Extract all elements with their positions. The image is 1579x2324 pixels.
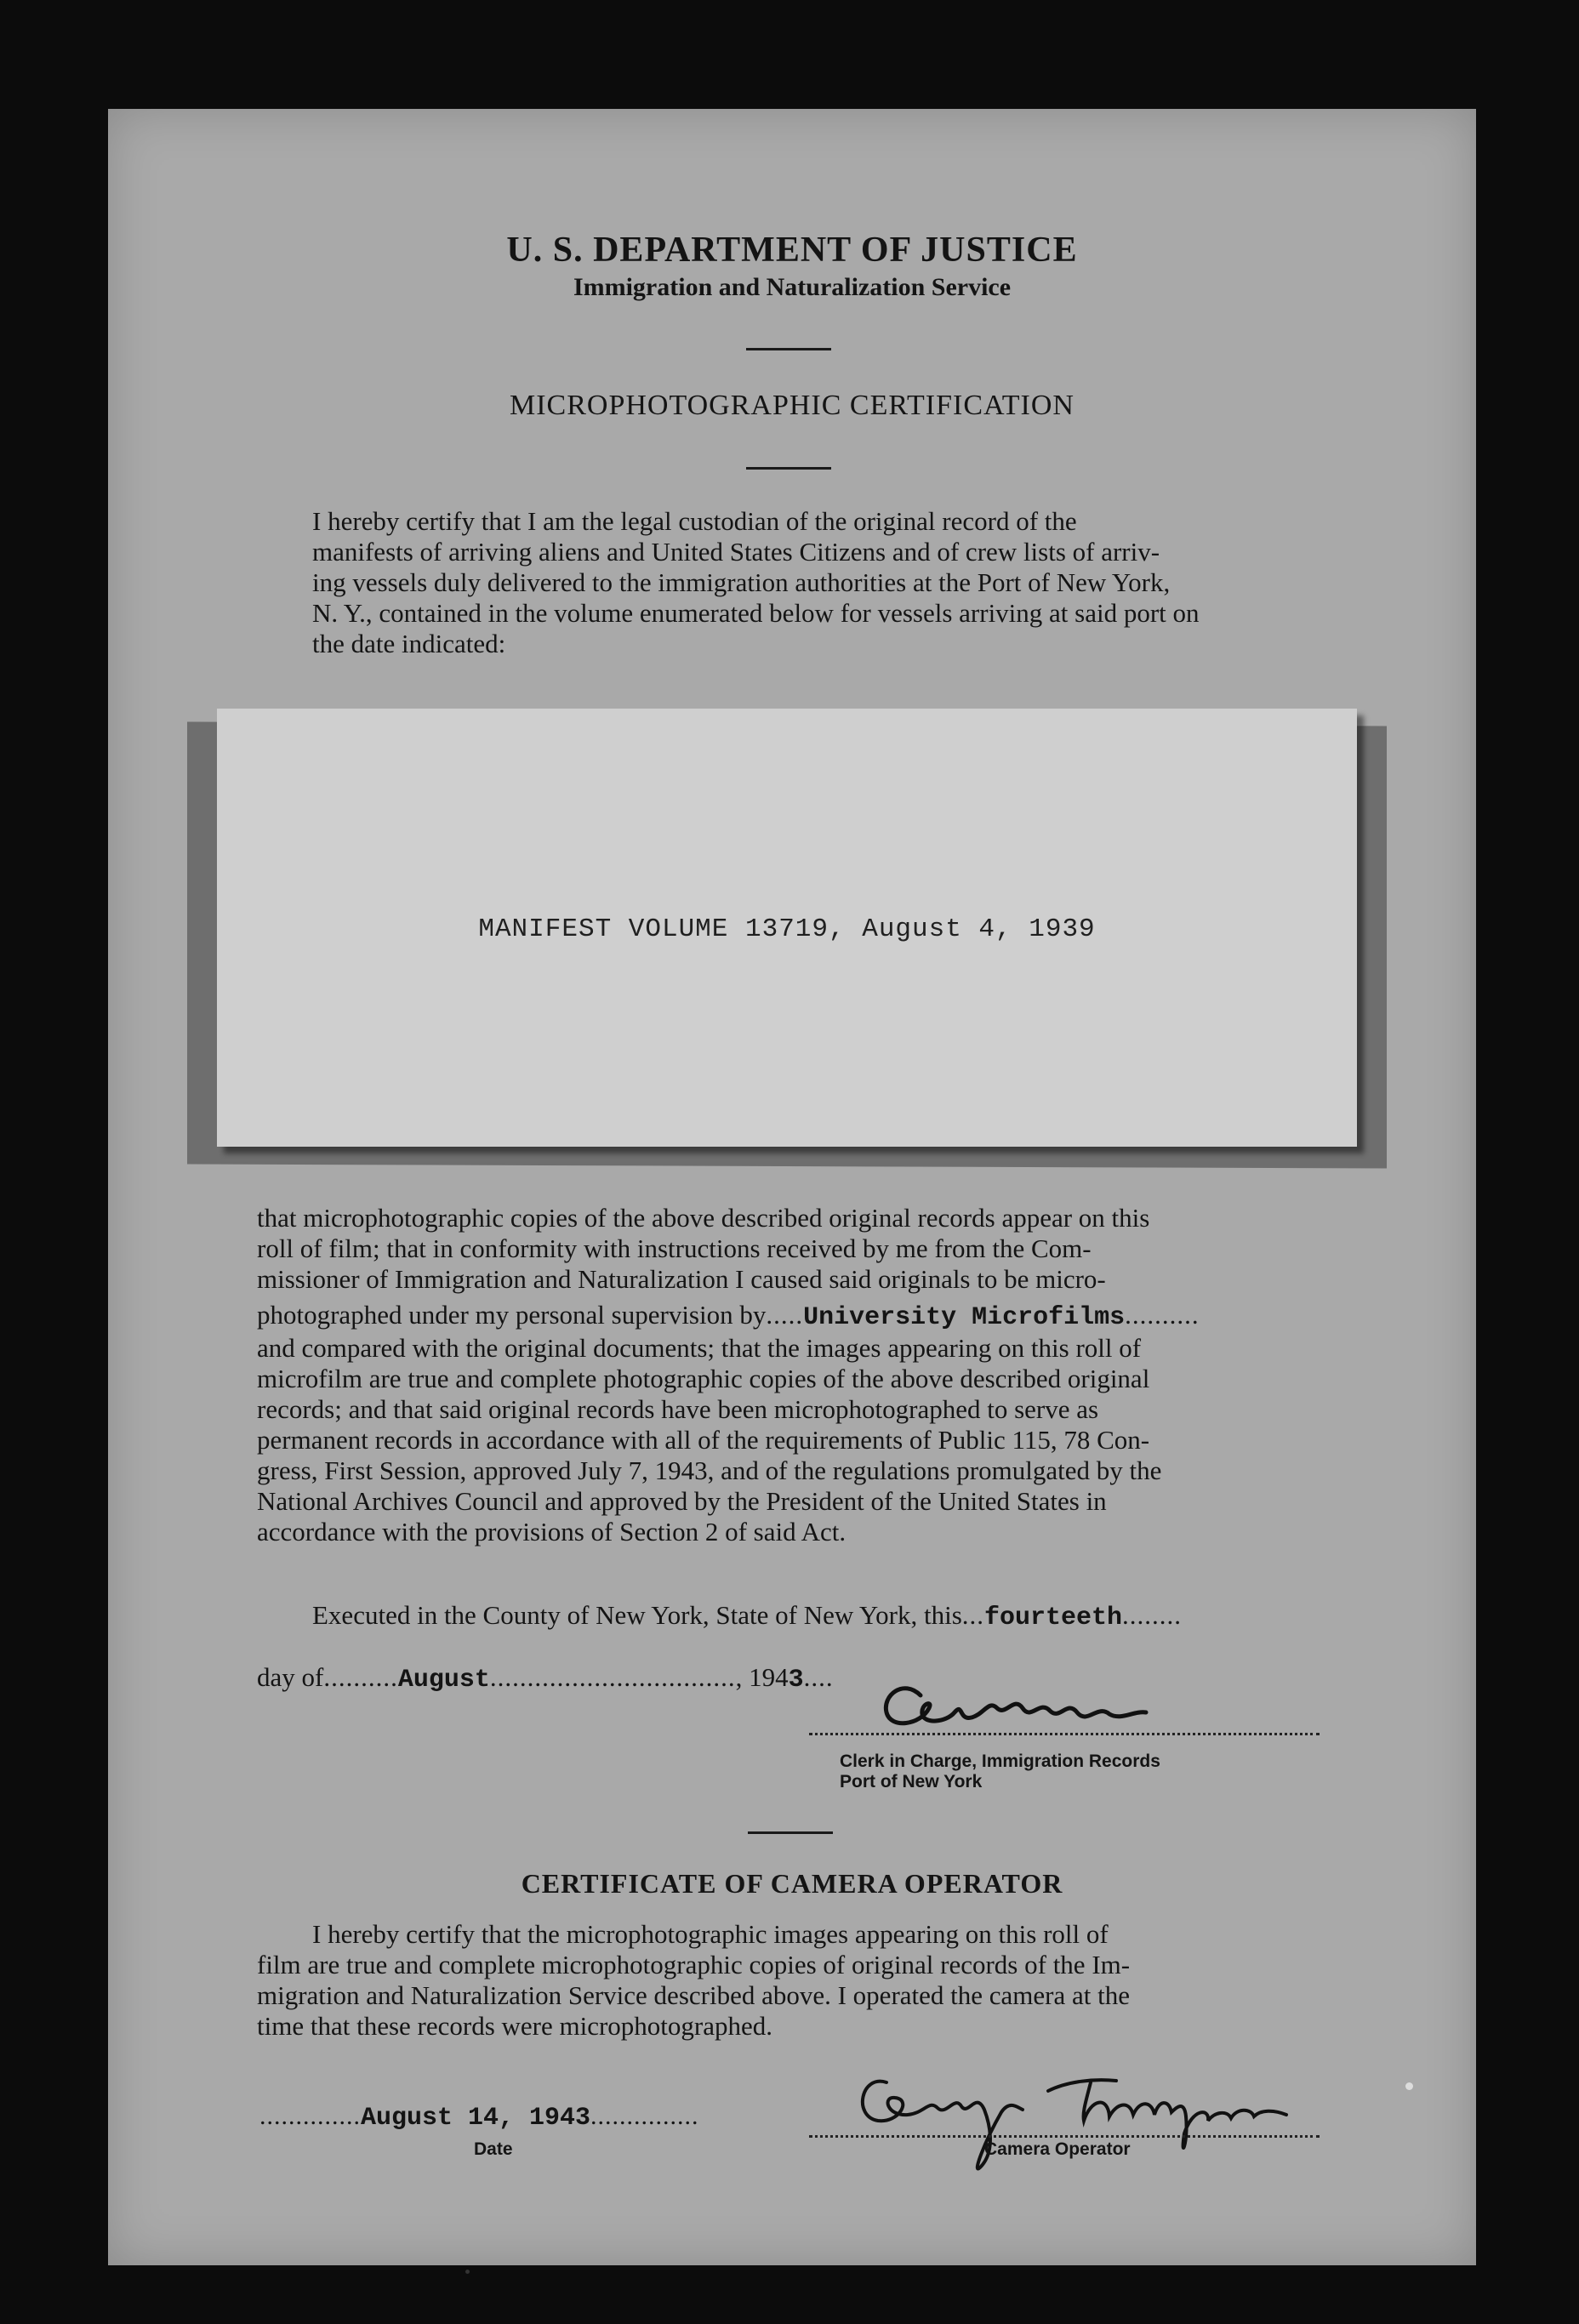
- camera-line: I hereby certify that the microphotographic images appearing on this roll of: [312, 1919, 1109, 1949]
- month-value: August: [397, 1666, 490, 1695]
- divider-rule: [746, 348, 831, 350]
- intro-paragraph: [257, 506, 1329, 659]
- body-line: and compared with the original documents; that the images appearing on this roll of: [257, 1333, 1142, 1363]
- ink-speck: [465, 2270, 470, 2274]
- divider-rule: [746, 467, 831, 470]
- body-line: accordance with the provisions of Section 2 of said Act.: [257, 1517, 847, 1546]
- camera-operator-signature-line: [809, 2135, 1320, 2138]
- body-line: microfilm are true and complete photographic copies of the above described original: [257, 1364, 1150, 1393]
- body-line: National Archives Council and approved by the President of the United States in: [257, 1486, 1107, 1516]
- intro-line: ing vessels duly delivered to the immigration authorities at the Port of New York,: [312, 567, 1171, 597]
- camera-line: time that these records were microphotographed.: [257, 2011, 772, 2041]
- body-line: permanent records in accordance with all of the requirements of Public 115, 78 Con-: [257, 1425, 1150, 1455]
- volume-slip: [217, 709, 1357, 1147]
- body-line: missioner of Immigration and Naturalization I caused said originals to be micro-: [257, 1264, 1106, 1294]
- body-line: that microphotographic copies of the above described original records appear on this: [257, 1203, 1150, 1233]
- clerk-signature-line: [809, 1733, 1320, 1735]
- supervision-prefix: photographed under my personal supervision by: [257, 1300, 767, 1330]
- day-of-line: day of..........August................................., 1943....: [257, 1662, 834, 1695]
- executed-prefix: Executed in the County of New York, State of New York, this: [312, 1600, 962, 1630]
- camera-line: film are true and complete microphotographic copies of original records of the Im-: [257, 1950, 1131, 1979]
- supervised-by-value: University Microfilms: [803, 1303, 1126, 1332]
- intro-line: N. Y., contained in the volume enumerated below for vessels arriving at said port on: [312, 598, 1200, 628]
- date-label: Date: [474, 2139, 513, 2159]
- body-line: roll of film; that in conformity with instructions received by me from the Com-: [257, 1233, 1092, 1263]
- executed-day-value: fourteeth: [984, 1603, 1123, 1632]
- body-line: records; and that said original records have been microphotographed to serve as: [257, 1394, 1099, 1424]
- day-of-label: day of: [257, 1662, 324, 1692]
- certification-title: MICROPHOTOGRAPHIC CERTIFICATION: [509, 390, 1075, 421]
- body-line: gress, First Session, approved July 7, 1943, and of the regulations promulgated by the: [257, 1455, 1162, 1485]
- camera-date-line: ..............August 14, 1943...............: [259, 2102, 699, 2133]
- camera-date-value: August 14, 1943: [361, 2104, 591, 2133]
- camera-certificate-title: CERTIFICATE OF CAMERA OPERATOR: [521, 1868, 1063, 1899]
- divider-rule: [748, 1831, 833, 1834]
- volume-slip-text: MANIFEST VOLUME 13719, August 4, 1939: [478, 914, 1096, 944]
- year-prefix: 194: [749, 1662, 789, 1692]
- clerk-label: Clerk in Charge, Immigration Records Port of New York: [840, 1752, 1160, 1791]
- body-paragraph: [257, 1203, 1329, 1547]
- ink-speck: [1405, 2082, 1413, 2090]
- camera-line: migration and Naturalization Service described above. I operated the camera at the: [257, 1980, 1130, 2010]
- camera-operator-label: Camera Operator: [984, 2139, 1131, 2159]
- year-suffix-value: 3: [788, 1666, 804, 1695]
- certificate-sheet: [108, 109, 1476, 2265]
- service-subheading: Immigration and Naturalization Service: [573, 273, 1012, 301]
- intro-line: I hereby certify that I am the legal custodian of the original record of the: [312, 506, 1077, 536]
- executed-line: Executed in the County of New York, State of New York, this...fourteeth........: [312, 1600, 1183, 1632]
- department-heading: U. S. DEPARTMENT OF JUSTICE: [506, 231, 1078, 270]
- intro-line: the date indicated:: [312, 629, 506, 658]
- supervision-line: photographed under my personal supervision by.....University Microfilms..........: [257, 1300, 1200, 1332]
- intro-line: manifests of arriving aliens and United States Citizens and of crew lists of arriv-: [312, 537, 1160, 567]
- clerk-signature: [869, 1661, 1159, 1738]
- camera-paragraph: [257, 1919, 1329, 2042]
